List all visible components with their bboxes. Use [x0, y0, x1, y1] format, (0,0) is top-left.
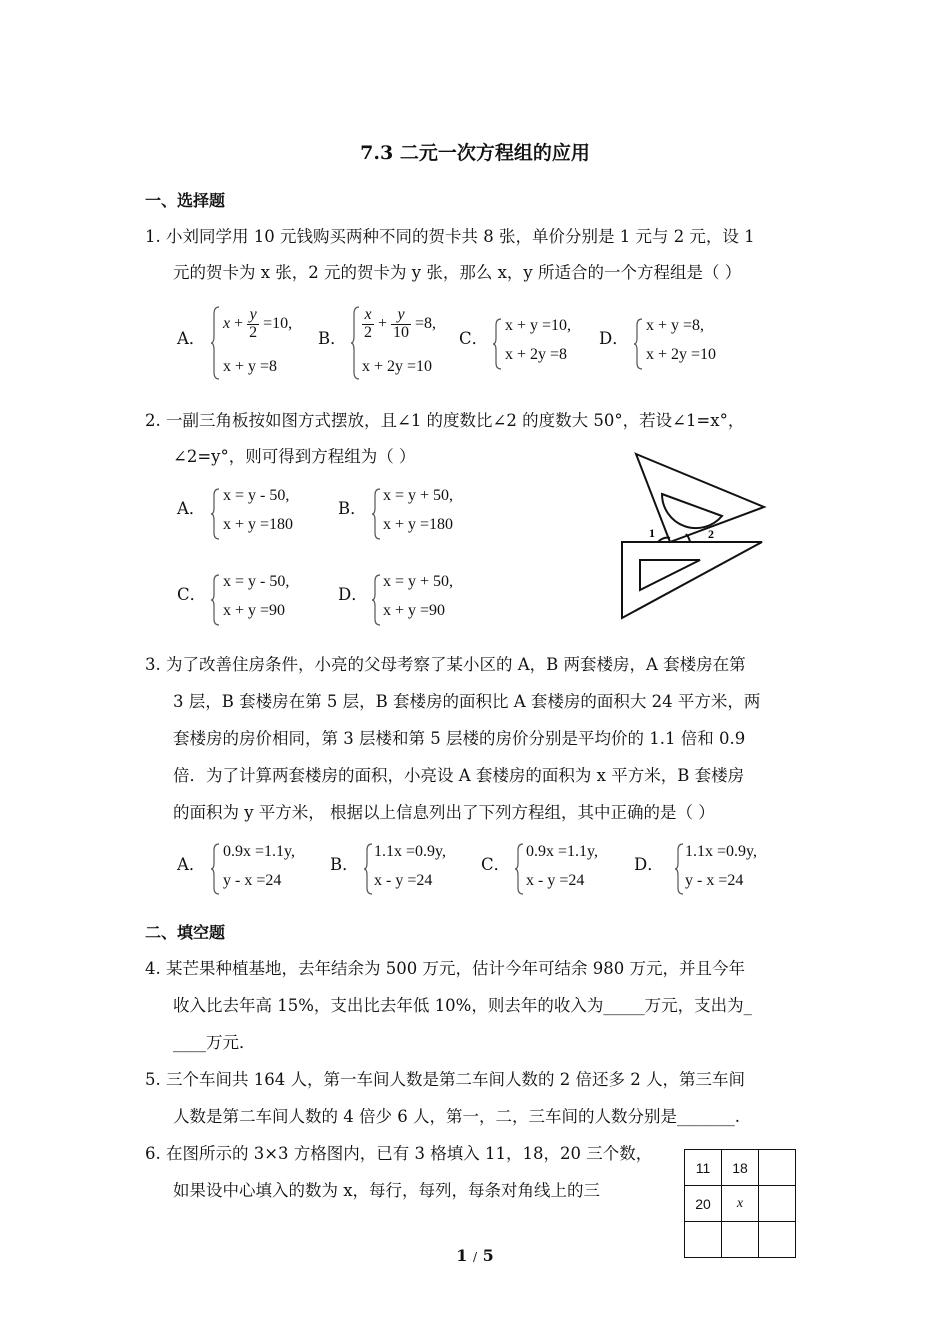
q2-c-row2: x + y =90 — [223, 602, 286, 619]
q5-line1: 5. 三个车间共 164 人，第一车间人数是第二车间人数的 2 倍还多 2 人，第三车间 — [145, 1070, 745, 1089]
q2-option-b-label: B． — [338, 499, 367, 518]
q1-option-d-label: D． — [599, 329, 629, 348]
q2-option-a-label: A． — [177, 499, 206, 518]
q3-b-row2: x - y =24 — [374, 872, 433, 889]
upper-set-square-hole — [662, 494, 722, 528]
q2-a-row1: x = y - 50, — [223, 487, 290, 504]
set-square-figure — [612, 450, 772, 622]
q3-d-brace — [675, 843, 685, 895]
q3-c-row1: 0.9x =1.1y, — [526, 843, 598, 860]
q3-option-d-label: D． — [634, 855, 664, 874]
q1-b-row1: $\frac{x}{2}$ + $\frac{y}{10}$ =8, — [364, 306, 437, 341]
q3-b-row1: 1.1x =0.9y, — [374, 843, 446, 860]
q1-c-row2: x + 2y =8 — [505, 346, 568, 363]
q1-option-b-label: B． — [318, 329, 347, 348]
q2-b-row1: x = y + 50, — [383, 487, 454, 504]
angle-2-label: 2 — [708, 527, 714, 541]
q3-line4: 倍．为了计算两套楼房的面积，小亮设 A 套楼房的面积为 x 平方米，B 套楼房 — [173, 766, 745, 785]
q5-line2: 人数是第二车间人数的 4 倍少 6 人，第一，二，三车间的人数分别是_______. — [173, 1107, 740, 1126]
q4-line1: 4. 某芒果种植基地，去年结余为 500 万元，估计今年可结余 980 万元，并且今年 — [145, 959, 745, 978]
q3-c-row2: x - y =24 — [526, 872, 585, 889]
q2-d-row1: x = y + 50, — [383, 573, 454, 590]
lower-set-square — [622, 542, 762, 618]
page-current: 1 — [456, 1246, 468, 1265]
page-title: 7.3 二元一次方程组的应用 — [360, 142, 590, 164]
q3-d-row1: 1.1x =0.9y, — [685, 843, 757, 860]
angle-1-label: 1 — [649, 526, 655, 540]
grid-cell — [759, 1150, 796, 1186]
q1-option-c-label: C． — [459, 329, 489, 348]
section-heading-fill: 二、填空题 — [145, 923, 226, 942]
q3-c-brace — [515, 843, 525, 895]
q3-line1: 3. 为了改善住房条件，小亮的父母考察了某小区的 A，B 两套楼房，A 套楼房在第 — [145, 655, 746, 674]
page-total: 5 — [482, 1246, 494, 1265]
q2-option-c-label: C． — [177, 585, 207, 604]
q2-option-d-label: D． — [338, 585, 368, 604]
q1-c-row1: x + y =10, — [505, 317, 572, 334]
q1-line1: 1. 小刘同学用 10 元钱购买两种不同的贺卡共 8 张，单价分别是 1 元与 2 元，设 1 — [145, 227, 755, 246]
q3-b-brace — [364, 843, 374, 895]
q3-option-c-label: C． — [481, 855, 511, 874]
lower-set-square-hole — [640, 560, 700, 590]
q4-line2: 收入比去年高 15%，支出比去年低 10%，则去年的收入为_____万元，支出为_ — [173, 996, 752, 1015]
q1-a-brace — [211, 306, 221, 380]
q3-line5: 的面积为 y 平方米， 根据以上信息列出了下列方程组，其中正确的是（ ） — [173, 803, 715, 822]
grid-cell: 18 — [722, 1150, 759, 1186]
q2-c-row1: x = y - 50, — [223, 573, 290, 590]
q2-d-row2: x + y =90 — [383, 602, 446, 619]
q1-d-brace — [634, 318, 644, 370]
q2-line2: ∠2=y°，则可得到方程组为（ ） — [173, 447, 416, 466]
page-separator: / — [472, 1250, 478, 1264]
q3-option-b-label: B． — [330, 855, 359, 874]
q1-b-brace — [351, 306, 361, 380]
magic-square-grid — [684, 1149, 796, 1258]
q3-a-row2: y - x =24 — [223, 872, 282, 889]
q1-d-row1: x + y =8, — [646, 317, 705, 334]
grid-cell: 11 — [685, 1150, 722, 1186]
q1-c-brace — [493, 318, 503, 370]
q2-c-brace — [211, 574, 221, 626]
q2-a-row2: x + y =180 — [223, 516, 294, 533]
section-heading-choice: 一、选择题 — [145, 191, 226, 210]
q3-line3: 套楼房的房价相同，第 3 层楼和第 5 层楼的房价分别是平均价的 1.1 倍和 0.9 — [173, 729, 746, 748]
q2-line1: 2. 一副三角板按如图方式摆放，且∠1 的度数比∠2 的度数大 50°，若设∠1=x°， — [145, 411, 745, 430]
q1-d-row2: x + 2y =10 — [646, 346, 717, 363]
q1-a-row1: x + $\frac{y}{2}$ =10, — [223, 306, 293, 341]
page-number — [0, 1246, 950, 1265]
grid-cell — [759, 1186, 796, 1222]
q6-line2: 如果设中心填入的数为 x，每行，每列，每条对角线上的三 — [173, 1181, 601, 1200]
q3-d-row2: y - x =24 — [685, 872, 744, 889]
q6-line1: 6. 在图所示的 3×3 方格图内，已有 3 格填入 11，18，20 三个数， — [145, 1144, 653, 1163]
q2-a-brace — [211, 488, 221, 540]
q3-option-a-label: A． — [177, 855, 206, 874]
q4-line3: ____万元． — [173, 1033, 256, 1052]
q2-b-row2: x + y =180 — [383, 516, 454, 533]
q3-line2: 3 层，B 套楼房在第 5 层，B 套楼房的面积比 A 套楼房的面积大 24 平方米，两 — [173, 692, 761, 711]
grid-cell: 20 — [685, 1186, 722, 1222]
q2-d-brace — [372, 574, 382, 626]
q1-b-row2: x + 2y =10 — [362, 358, 433, 375]
q2-b-brace — [372, 488, 382, 540]
q1-a-row2: x + y =8 — [223, 358, 278, 375]
q1-option-a-label: A． — [177, 329, 206, 348]
grid-cell-center: x — [722, 1186, 759, 1222]
q3-a-brace — [211, 843, 221, 895]
q3-a-row1: 0.9x =1.1y, — [223, 843, 295, 860]
q1-line2: 元的贺卡为 x 张，2 元的贺卡为 y 张，那么 x，y 所适合的一个方程组是（ ） — [173, 263, 742, 282]
